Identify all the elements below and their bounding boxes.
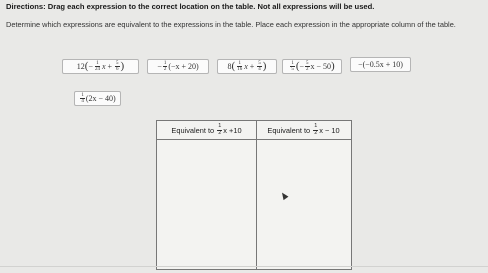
col2-frac-den: 2: [314, 129, 318, 136]
column-plus-10: [157, 121, 257, 269]
tile-4-frac-den: 2: [306, 67, 309, 72]
tile-1-frac-2-den: 6: [116, 67, 119, 72]
tile-4-frac-num: 5: [306, 61, 309, 66]
column-minus-10-drop-zone[interactable]: [256, 140, 351, 269]
col2-header-pre: Equivalent to: [267, 125, 311, 135]
tile-4-rest: x − 50: [310, 62, 332, 71]
column-plus-10-header: [157, 121, 256, 140]
tile-3-frac-2-den: 4: [258, 67, 261, 72]
tile-4-lead-frac: [290, 61, 295, 72]
tile-1-var: x: [101, 62, 106, 71]
tile-1-frac-2: [115, 61, 120, 72]
divider: [0, 266, 488, 267]
col1-header-post: x +10: [223, 125, 242, 135]
col2-frac-num: 1: [314, 123, 318, 129]
column-minus-10: [256, 121, 351, 269]
tile-4-minus: −: [299, 62, 304, 71]
column-minus-10-header: [256, 121, 351, 140]
expression-tile-2[interactable]: − $\frac{1}{2}$ (−x + 20): [147, 59, 209, 74]
column-plus-10-drop-zone[interactable]: [157, 140, 256, 269]
expression-tile-3[interactable]: 8 ( $\frac{1}{16}$ x + $\frac{5}{4}$ ): [217, 59, 277, 74]
tile-3-frac-1-num: 1: [238, 61, 241, 66]
tile-3-frac-2: [257, 61, 262, 72]
tile-1-frac-2-num: 5: [116, 61, 119, 66]
sorting-table: [156, 120, 352, 270]
col2-header-post: x − 10: [319, 125, 340, 135]
col1-header-pre: Equivalent to: [171, 125, 215, 135]
tile-1-coef: 12: [76, 62, 85, 71]
tile-6-lead-den: 4: [81, 99, 84, 104]
tile-3-frac-2-num: 5: [258, 61, 261, 66]
tile-6-lead-num: 1: [81, 93, 84, 98]
tile-3-frac-1-den: 16: [237, 67, 243, 72]
expression-tile-6[interactable]: [74, 91, 121, 106]
tile-2-lead-den: 2: [163, 67, 167, 72]
expression-tile-5[interactable]: [350, 57, 411, 72]
tile-2-lead-frac: [163, 61, 168, 72]
tile-1-frac-1-den: 24: [94, 67, 100, 72]
tile-4-frac: [305, 61, 310, 72]
col1-frac-den: 2: [218, 129, 222, 136]
tile-2-inner: (−x + 20): [168, 62, 199, 71]
expression-tile-4[interactable]: $\frac{1}{5}$ ( − $\frac{5}{2}$ x − 50 ): [282, 59, 342, 74]
col2-header-frac: [313, 124, 318, 136]
directions-text: Directions: Drag each expression to the correct location on the table. Not all expressions will be used.: [6, 2, 375, 11]
tile-2-lead-num: 1: [163, 61, 167, 66]
col1-header-frac: [217, 124, 222, 136]
tile-3-var: x: [244, 62, 248, 71]
tile-3-plus: +: [249, 62, 255, 71]
tile-6-inner: (2x − 40): [85, 94, 116, 103]
col1-frac-num: 1: [218, 123, 222, 129]
tile-3-coef: 8: [227, 62, 232, 71]
tile-3-frac-1: [236, 61, 243, 72]
tile-1-plus: +: [107, 62, 113, 71]
tile-5-text: −(−0.5x + 10): [358, 60, 403, 69]
tile-6-lead-frac: [80, 93, 85, 104]
tile-1-frac-1-num: 1: [96, 61, 99, 66]
instructions-text: Determine which expressions are equivalent to the expressions in the table. Place each expression in the appropriate column of the table.: [6, 20, 456, 29]
expression-tile-1[interactable]: 12 ( − $\frac{1}{24}$ x + $\frac{5}{6}$ ): [62, 59, 139, 74]
tile-4-lead-num: 1: [291, 61, 294, 66]
tile-1-frac-1: [94, 61, 101, 72]
tile-4-lead-den: 5: [291, 67, 294, 72]
